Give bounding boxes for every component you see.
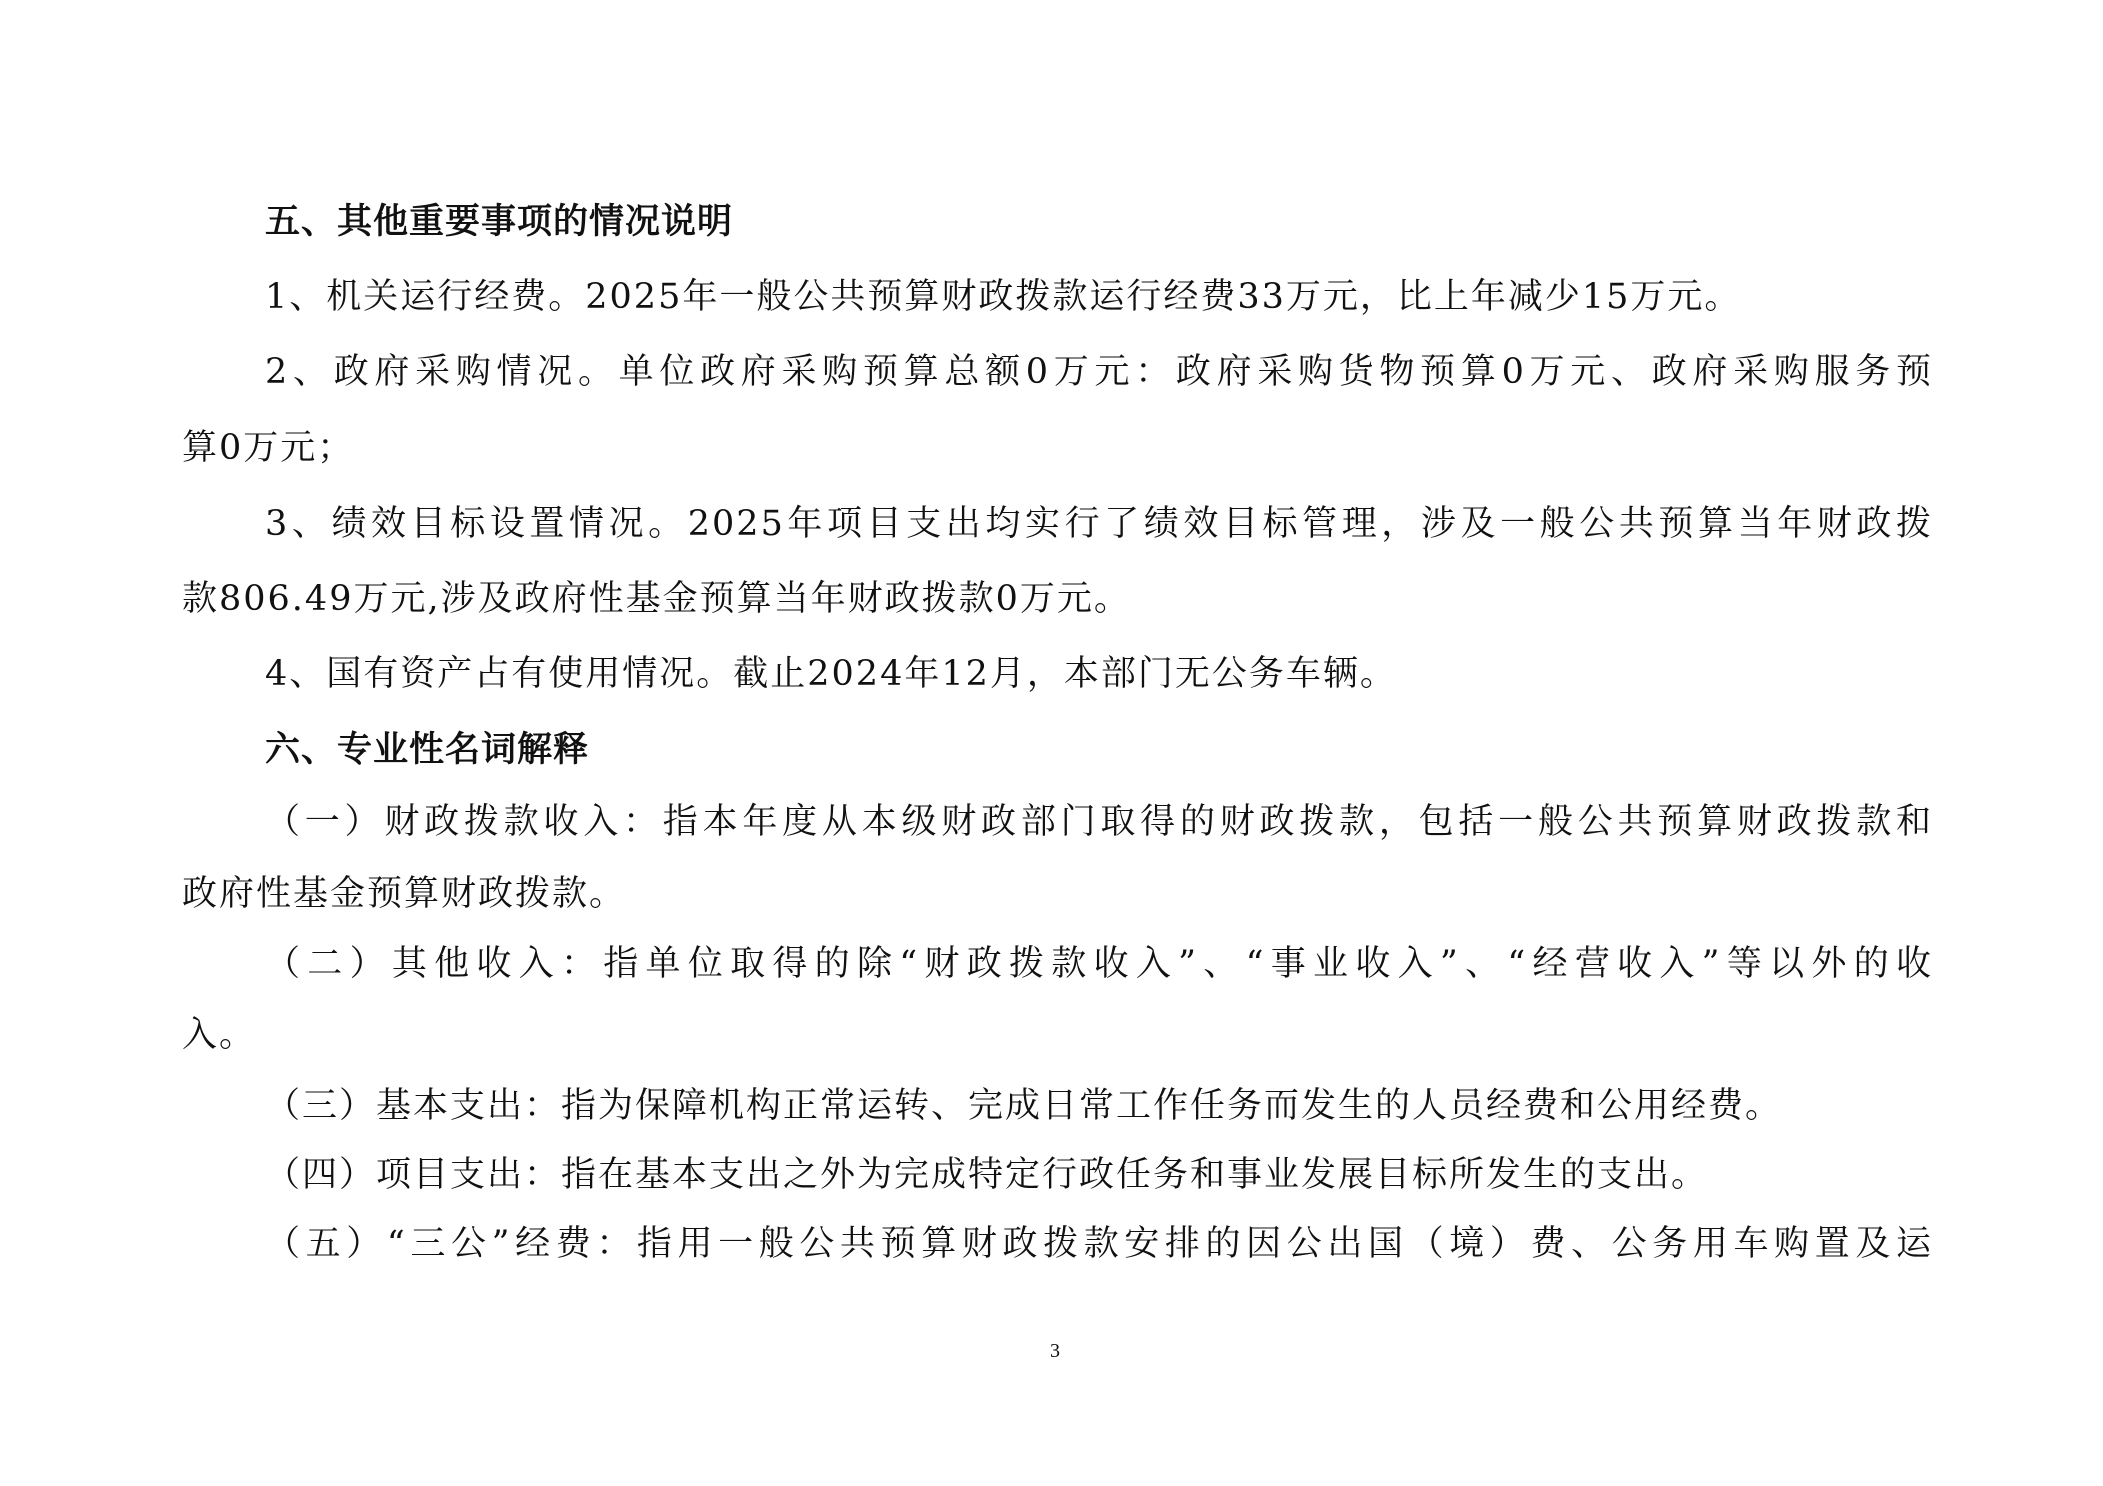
item1-text: 1、机关运行经费。2025年一般公共预算财政拨款运行经费33万元，比上年减少15万元。: [265, 277, 1742, 317]
def3-text: （三）基本支出：指为保障机构正常运转、完成日常工作任务而发生的人员经费和公用经费。: [265, 1086, 1783, 1126]
def4-text: （四）项目支出：指在基本支出之外为完成特定行政任务和事业发展目标所发生的支出。: [265, 1155, 1709, 1195]
def1-line1: （一）财政拨款收入：指本年度从本级财政部门取得的财政拨款，包括一般公共预算财政拨款和: [265, 802, 1933, 842]
item3-line1: 3、绩效目标设置情况。2025年项目支出均实行了绩效目标管理，涉及一般公共预算当年财政拨: [265, 504, 1933, 544]
def2-line1: （二）其他收入：指单位取得的除“财政拨款收入”、“事业收入”、“经营收入”等以外的收: [265, 944, 1933, 984]
def5-line1: （五）“三公”经费：指用一般公共预算财政拨款安排的因公出国（境）费、公务用车购置及运: [265, 1224, 1933, 1264]
item2-line1: 2、政府采购情况。单位政府采购预算总额0万元：政府采购货物预算0万元、政府采购服务预: [265, 352, 1933, 392]
def1-line2: 政府性基金预算财政拨款。: [182, 874, 627, 914]
def2-line2: 入。: [182, 1015, 257, 1055]
page-number: 3: [1050, 1340, 1060, 1362]
item4-text: 4、国有资产占有使用情况。截止2024年12月，本部门无公务车辆。: [265, 654, 1397, 694]
item2-line2: 算0万元；: [182, 428, 355, 468]
item3-line2: 款806.49万元,涉及政府性基金预算当年财政拨款0万元。: [182, 579, 1131, 619]
section6-heading: 六、专业性名词解释: [265, 729, 590, 770]
section5-heading: 五、其他重要事项的情况说明: [265, 201, 734, 242]
